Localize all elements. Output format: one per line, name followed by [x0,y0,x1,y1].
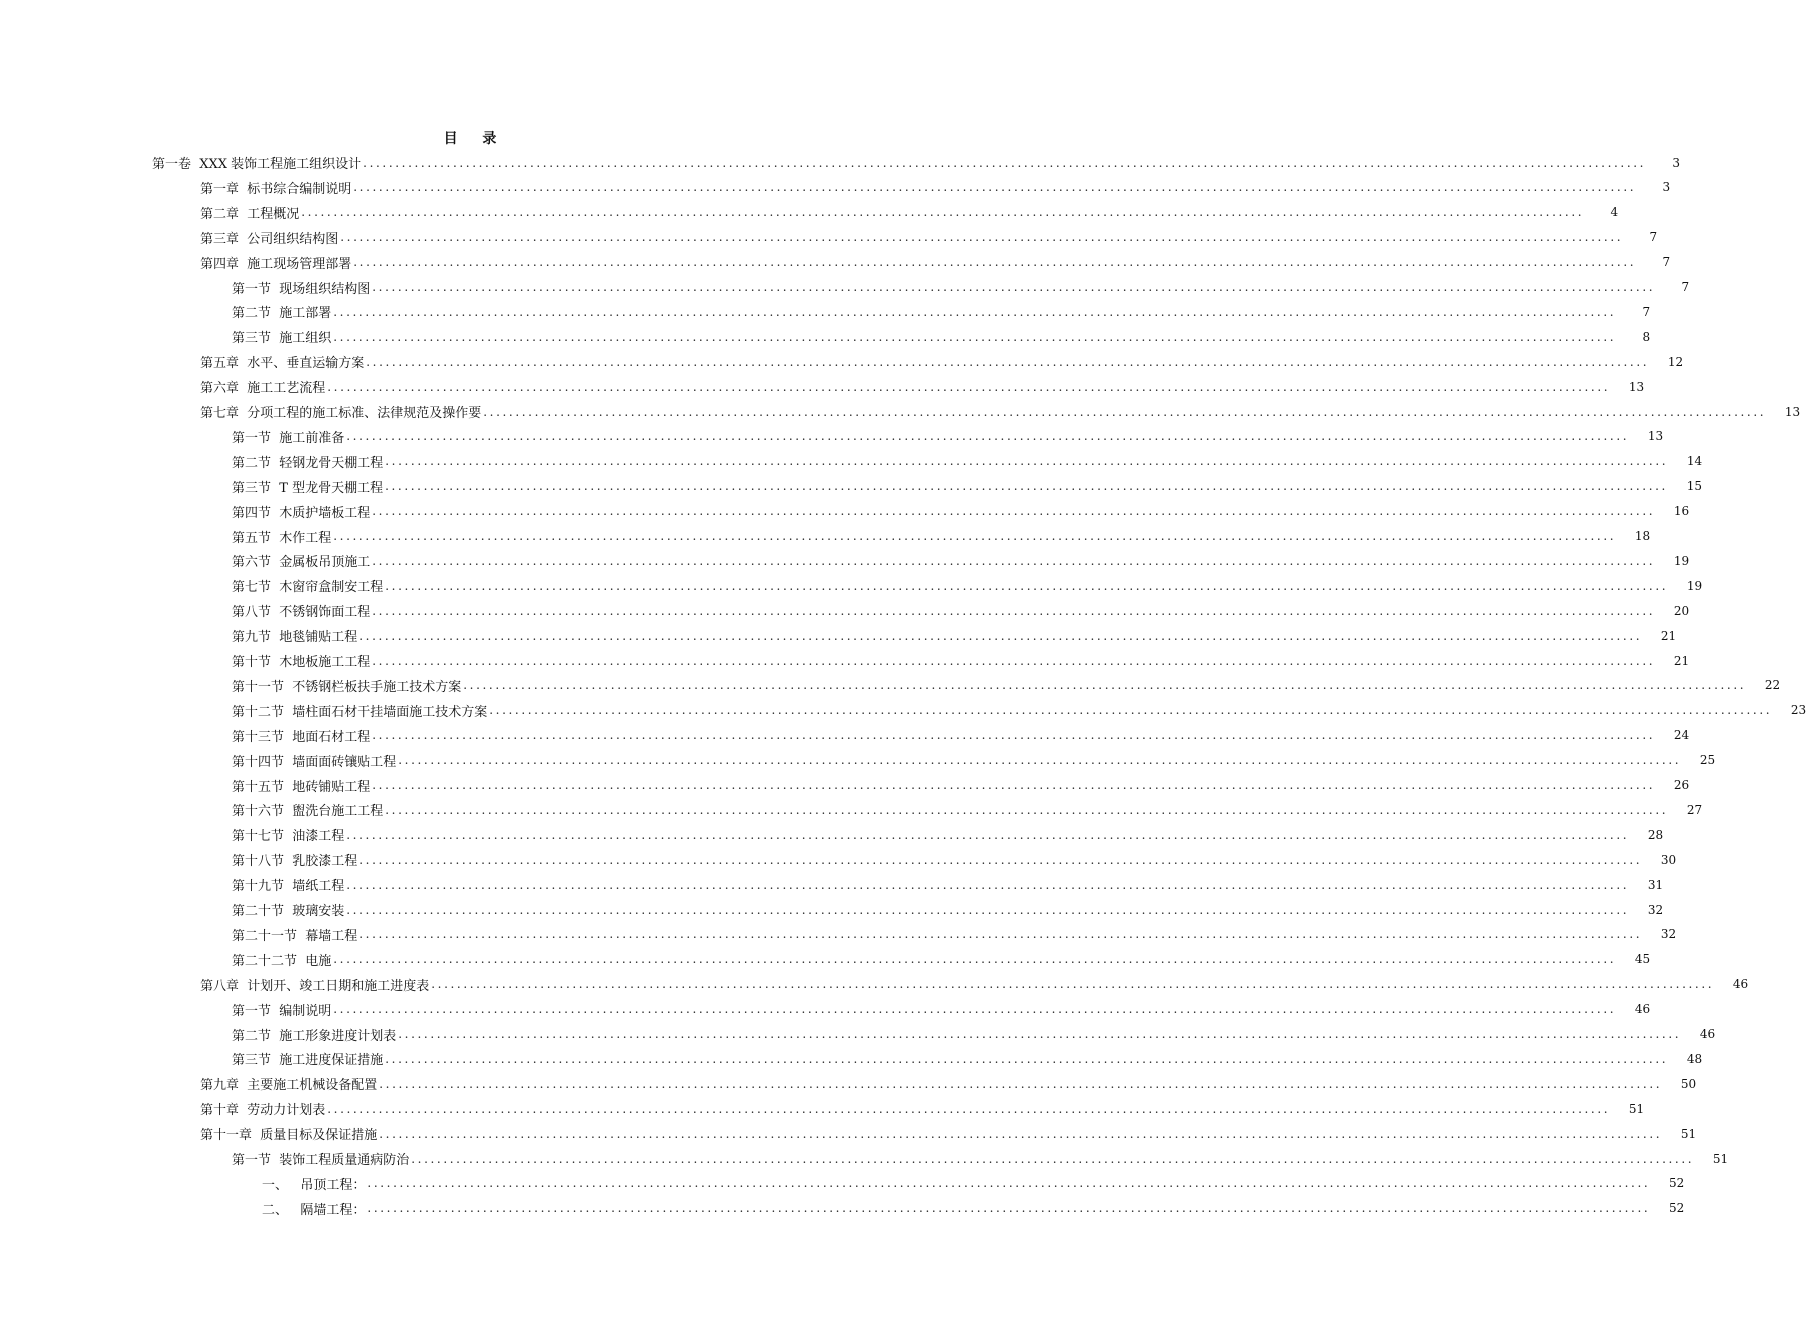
toc-entry-label: 第十一章 质量目标及保证措施 [200,1128,378,1144]
toc-dot-leader: ........................................................................................................................................................................................................ [353,180,1637,195]
toc-entry-label: 第一卷 XXX 装饰工程施工组织设计 [152,157,362,172]
toc-entry-page-number: 7 [1681,280,1690,294]
toc-dot-leader: ........................................................................................................................................................................................................ [483,404,1767,419]
toc-entry[interactable] [232,847,1677,872]
toc-entry-label: 第七节 木窗帘盒制安工程 [232,580,384,596]
toc-entry-label: 第二节 施工形象进度计划表 [232,1028,397,1044]
toc-entry[interactable] [200,175,1671,200]
toc-entry[interactable] [232,424,1664,449]
toc-entry[interactable] [232,872,1664,897]
toc-entry-label: 第二十一节 幕墙工程 [232,928,358,944]
toc-entry-page-number: 24 [1673,728,1690,743]
toc-entry[interactable] [200,972,1749,997]
toc-dot-leader: ........................................................................................................................................................................................................ [327,1101,1611,1116]
toc-entry-label: 第九章 主要施工机械设备配置 [200,1078,378,1094]
toc-entry-label: 第十节 木地板施工工程 [232,655,371,670]
toc-entry-label: 第四章 施工现场管理部署 [200,256,352,272]
toc-entry[interactable] [232,299,1651,324]
toc-entry-label: 第十二节 墙柱面石材干挂墙面施工技术方案 [232,704,488,720]
toc-entry[interactable] [232,748,1716,773]
toc-entry-label: 第十八节 乳胶漆工程 [232,854,358,870]
toc-entry-page-number: 27 [1686,802,1703,817]
toc-entry-page-number: 19 [1673,553,1690,568]
toc-dot-leader: ........................................................................................................................................................................................................ [463,678,1747,693]
toc-entry[interactable] [232,324,1651,349]
toc-entry-page-number: 3 [1672,155,1681,170]
toc-dot-leader: ........................................................................................................................................................................................................ [385,1051,1669,1066]
toc-entry-page-number: 7 [1649,230,1658,245]
toc-entry[interactable] [232,623,1677,648]
toc-entry[interactable] [152,150,1681,175]
toc-dot-leader: ........................................................................................................................................................................................................ [359,852,1643,867]
toc-entry-page-number: 32 [1647,902,1664,917]
toc-dot-leader: ........................................................................................................................................................................................................ [385,802,1669,817]
toc-dot-leader: ........................................................................................................................................................................................................ [398,753,1682,768]
toc-entry-page-number: 14 [1686,454,1703,469]
toc-entry-page-number: 51 [1628,1101,1645,1116]
toc-entry[interactable] [232,773,1690,798]
toc-entry-label: 第三章 公司组织结构图 [200,231,339,247]
toc-dot-leader: ........................................................................................................................................................................................................ [366,354,1650,369]
toc-entry[interactable] [232,723,1690,748]
toc-entry[interactable] [232,1146,1729,1171]
toc-entry-label: 二、 隔墙工程： [262,1202,366,1218]
toc-entry[interactable] [232,997,1651,1022]
toc-entry-page-number: 13 [1628,379,1645,394]
toc-entry-label: 第四节 木质护墙板工程 [232,505,371,521]
toc-entry-page-number: 52 [1669,1201,1685,1216]
toc-entry-label: 第三节 施工进度保证措施 [232,1053,384,1069]
toc-entry[interactable] [200,225,1658,250]
toc-entry-page-number: 20 [1673,603,1690,618]
toc-entry[interactable] [200,1071,1697,1096]
toc-dot-leader: ........................................................................................................................................................................................................ [333,329,1617,344]
toc-entry-label: 第七章 分项工程的施工标准、法律规范及操作要 [200,406,482,421]
toc-entry-label: 第十五节 地砖铺贴工程 [232,779,371,795]
toc-dot-leader: ........................................................................................................................................................................................................ [372,504,1656,519]
toc-entry-page-number: 22 [1764,678,1781,693]
toc-entry-label: 第十九节 墙纸工程 [232,879,345,895]
toc-dot-leader: ........................................................................................................................................................................................................ [385,454,1669,469]
toc-entry-page-number: 13 [1647,429,1664,444]
toc-entry[interactable] [232,449,1703,474]
toc-entry[interactable] [200,1096,1645,1121]
toc-entry-page-number: 31 [1647,877,1664,892]
toc-entry-label: 第二节 轻钢龙骨天棚工程 [232,455,384,471]
toc-entry-label: 第六章 施工工艺流程 [200,381,326,397]
toc-entry-page-number: 13 [1784,404,1801,419]
toc-dot-leader: ........................................................................................................................................................................................................ [333,529,1617,543]
toc-entry[interactable] [262,1171,1685,1196]
toc-entry[interactable] [232,822,1664,847]
toc-entry-page-number: 50 [1680,1076,1697,1091]
toc-entry-page-number: 25 [1699,753,1716,768]
toc-entry-label: 一、 吊顶工程： [262,1177,366,1193]
toc-entry-label: 第六节 金属板吊顶施工 [232,555,371,571]
toc-entry[interactable] [232,673,1781,698]
toc-dot-leader: ........................................................................................................................................................................................................ [359,927,1643,942]
toc-dot-leader: ........................................................................................................................................................................................................ [372,778,1656,792]
toc-dot-leader: ........................................................................................................................................................................................................ [333,952,1617,967]
toc-dot-leader: ........................................................................................................................................................................................................ [372,280,1656,294]
toc-dot-leader: ........................................................................................................................................................................................................ [367,1201,1651,1216]
toc-entry-page-number: 30 [1660,852,1677,867]
toc-entry[interactable] [232,474,1702,499]
toc-entry-page-number: 51 [1712,1151,1729,1166]
toc-entry-label: 第五章 水平、垂直运输方案 [200,356,365,372]
toc-dot-leader: ........................................................................................................................................................................................................ [398,1027,1682,1041]
toc-dot-leader: ........................................................................................................................................................................................................ [372,603,1656,618]
toc-entry[interactable] [232,524,1651,549]
toc-entry-label: 第三节 施工组织 [232,331,332,347]
toc-entry[interactable] [232,1046,1703,1071]
toc-entry[interactable] [232,947,1651,972]
toc-entry-page-number: 32 [1660,927,1677,942]
toc-entry[interactable] [232,499,1690,524]
toc-entry-page-number: 46 [1634,1002,1651,1017]
toc-entry-page-number: 26 [1673,778,1690,792]
toc-entry-page-number: 51 [1680,1126,1697,1141]
toc-dot-leader: ........................................................................................................................................................................................................ [372,553,1656,568]
toc-entry[interactable] [200,374,1645,399]
toc-dot-leader: ........................................................................................................................................................................................................ [333,1002,1617,1017]
toc-entry-page-number: 4 [1610,205,1619,220]
toc-entry-label: 第一节 施工前准备 [232,430,345,446]
toc-dot-leader: ........................................................................................................................................................................................................ [363,155,1647,170]
toc-entry-page-number: 3 [1662,180,1671,195]
toc-entry[interactable] [232,598,1690,623]
toc-dot-leader: ........................................................................................................................................................................................................ [367,1176,1651,1191]
toc-entry-label: 第二十二节 电施 [232,953,332,969]
toc-entry-label: 第二章 工程概况 [200,206,300,222]
toc-dot-leader: ........................................................................................................................................................................................................ [359,628,1643,643]
toc-entry[interactable] [232,897,1664,922]
toc-entry-page-number: 8 [1642,329,1651,344]
toc-entry-page-number: 48 [1686,1051,1703,1066]
toc-entry-label: 第八章 计划开、竣工日期和施工进度表 [200,978,430,994]
toc-entry-label: 第十三节 地面石材工程 [232,729,371,745]
toc-dot-leader: ........................................................................................................................................................................................................ [385,578,1669,593]
toc-entry[interactable] [232,573,1703,598]
toc-dot-leader: ........................................................................................................................................................................................................ [372,653,1656,668]
toc-entry[interactable] [232,1022,1716,1047]
toc-entry[interactable] [232,648,1690,673]
toc-entry-label: 第二节 施工部署 [232,306,332,322]
toc-entry-label: 第五节 木作工程 [232,530,332,546]
toc-entry-label: 第一节 编制说明 [232,1003,332,1019]
toc-entry[interactable] [200,200,1619,225]
toc-entry-page-number: 18 [1634,529,1651,543]
toc-entry[interactable] [232,275,1690,300]
toc-entry-page-number: 12 [1667,354,1684,369]
toc-entry-page-number: 15 [1686,479,1702,494]
toc-entry[interactable] [232,548,1690,573]
toc-dot-leader: ........................................................................................................................................................................................................ [346,827,1630,842]
toc-entry-page-number: 16 [1673,504,1690,519]
toc-dot-leader: ........................................................................................................................................................................................................ [379,1076,1663,1091]
toc-dot-leader: ........................................................................................................................................................................................................ [372,728,1656,743]
toc-dot-leader: ........................................................................................................................................................................................................ [353,255,1637,270]
toc-entry-label: 第九节 地毯铺贴工程 [232,630,358,646]
toc-dot-leader: ........................................................................................................................................................................................................ [431,977,1715,992]
toc-entry[interactable] [200,399,1801,424]
toc-dot-leader: ........................................................................................................................................................................................................ [489,703,1773,718]
toc-entry-page-number: 28 [1647,827,1664,842]
page-title: 目 录 [443,131,507,147]
toc-entry-label: 第一节 装饰工程质量通病防治 [232,1153,410,1168]
toc-entry-page-number: 21 [1660,628,1677,643]
toc-entry[interactable] [232,922,1677,947]
toc-entry-label: 第十六节 盥洗台施工工程 [232,804,384,820]
toc-entry-label: 第十四节 墙面面砖镶贴工程 [232,754,397,770]
toc-entry-page-number: 7 [1662,255,1671,270]
toc-entry[interactable] [200,1121,1697,1146]
toc-dot-leader: ........................................................................................................................................................................................................ [346,902,1630,917]
toc-entry-label: 第一节 现场组织结构图 [232,281,371,297]
toc-entry-page-number: 23 [1790,703,1806,718]
toc-entry-label: 第十一节 不锈钢栏板扶手施工技术方案 [232,679,462,695]
toc-dot-leader: ........................................................................................................................................................................................................ [333,304,1617,319]
toc-entry-page-number: 21 [1673,653,1690,668]
toc-entry-page-number: 46 [1699,1027,1716,1041]
toc-entry-label: 第十七节 油漆工程 [232,829,345,845]
toc-entry-label: 第十章 劳动力计划表 [200,1103,326,1119]
toc-entry-page-number: 46 [1732,977,1749,992]
toc-dot-leader: ........................................................................................................................................................................................................ [301,205,1585,220]
toc-entry[interactable] [232,698,1806,723]
toc-entry[interactable] [200,349,1684,374]
toc-entry-label: 第八节 不锈钢饰面工程 [232,605,371,621]
toc-dot-leader: ........................................................................................................................................................................................................ [346,877,1630,892]
toc-entry-page-number: 52 [1669,1176,1685,1191]
toc-entry-label: 第二十节 玻璃安装 [232,904,345,919]
toc-entry-label: 第一章 标书综合编制说明 [200,181,352,197]
toc-entry-page-number: 19 [1686,578,1703,593]
toc-dot-leader: ........................................................................................................................................................................................................ [385,479,1668,494]
toc-entry-page-number: 45 [1634,952,1651,967]
toc-entry[interactable] [200,250,1671,275]
toc-dot-leader: ........................................................................................................................................................................................................ [379,1126,1663,1141]
toc-entry[interactable] [232,797,1703,822]
toc-entry-page-number: 7 [1642,304,1651,319]
toc-dot-leader: ........................................................................................................................................................................................................ [340,230,1624,245]
toc-entry-label: 第三节 T 型龙骨天棚工程 [232,480,384,496]
toc-dot-leader: ........................................................................................................................................................................................................ [327,379,1611,394]
toc-entry[interactable] [262,1196,1685,1221]
toc-dot-leader: ........................................................................................................................................................................................................ [411,1151,1695,1166]
toc-dot-leader: ........................................................................................................................................................................................................ [346,429,1630,444]
